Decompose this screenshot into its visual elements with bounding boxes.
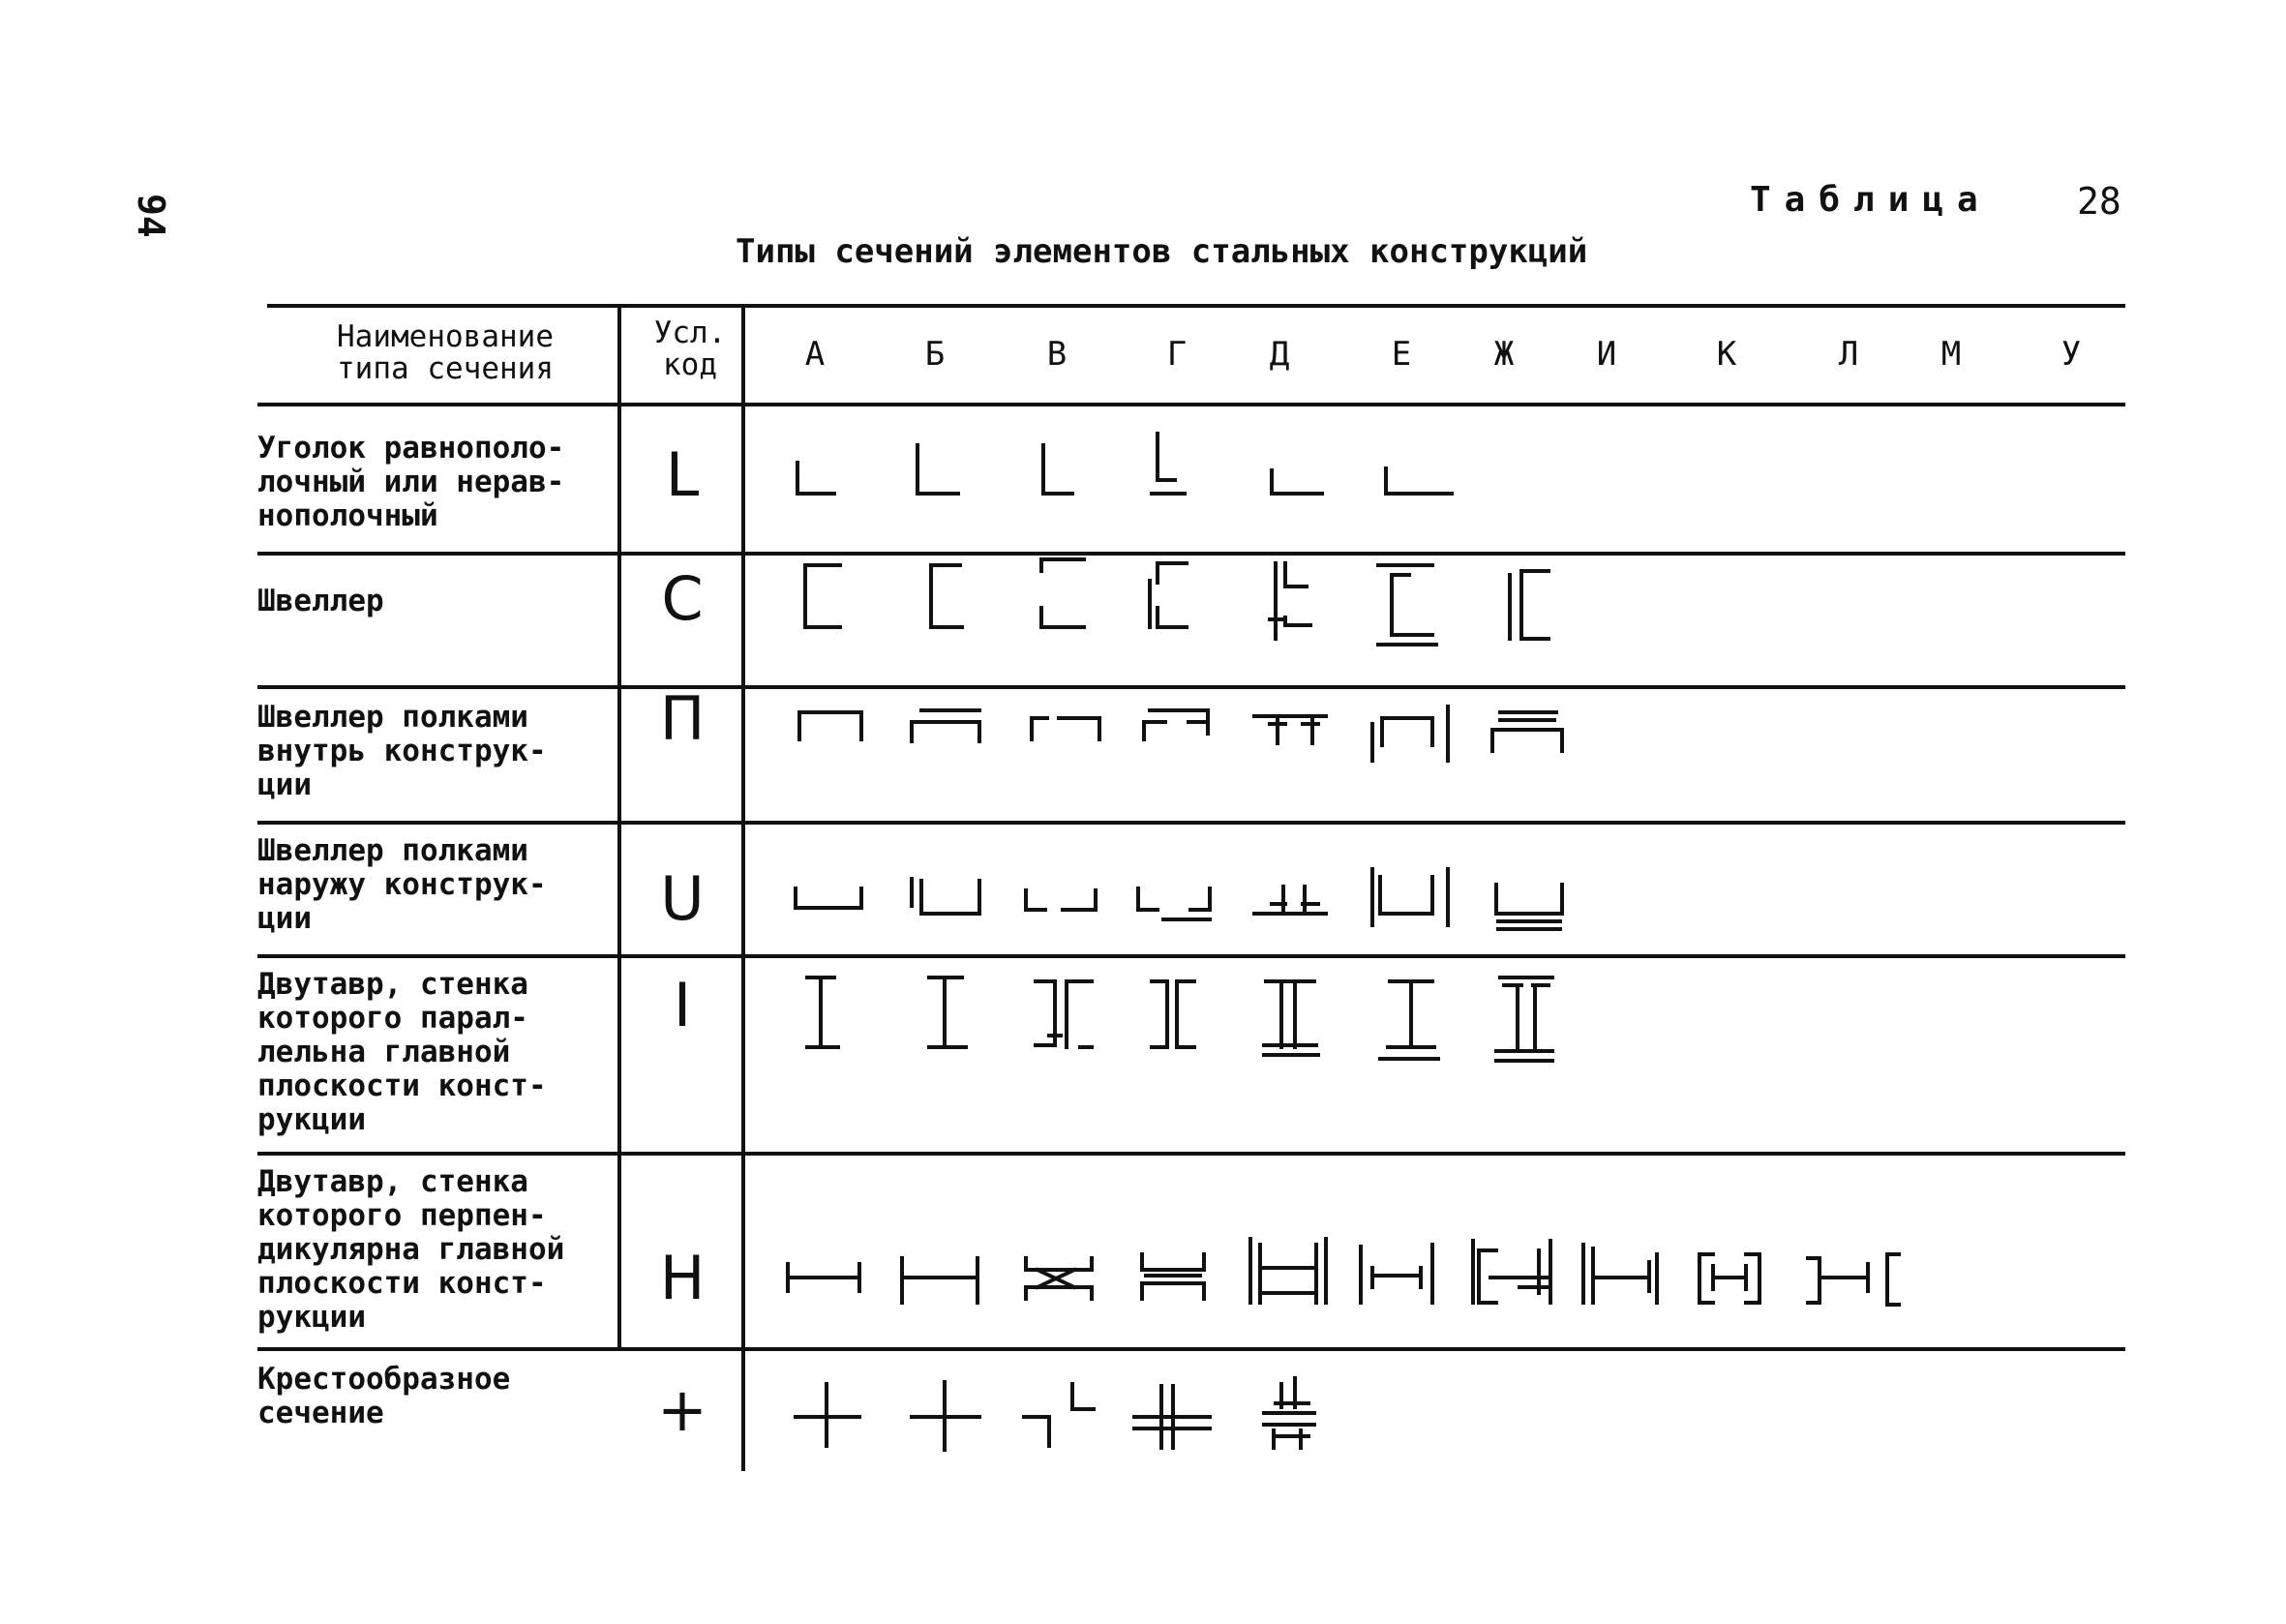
code-channel-inward: П bbox=[659, 683, 706, 754]
header-name-col: Наименование типа сечения bbox=[337, 319, 554, 386]
channel-out-d-icon bbox=[1254, 887, 1326, 914]
angle-section-v-icon bbox=[1043, 445, 1072, 494]
channel-section-zh-icon bbox=[1510, 571, 1549, 639]
column-letter-l: Л bbox=[1838, 335, 1859, 374]
ibeam-perp-v-icon bbox=[1026, 1258, 1092, 1299]
code-cross: + bbox=[657, 1374, 707, 1445]
table-label: Таблица bbox=[1750, 180, 1992, 220]
column-letter-v: В bbox=[1046, 335, 1068, 374]
column-letter-m: М bbox=[1940, 335, 1962, 374]
cross-section-b-icon bbox=[912, 1382, 979, 1450]
ibeam-perp-i-icon bbox=[1583, 1245, 1657, 1303]
row-label-channel-flanges-inward: Швеллер полками внутрь конструк- ции bbox=[257, 700, 547, 802]
ibeam-perp-zh-icon bbox=[1473, 1241, 1550, 1303]
channel-out-g-icon bbox=[1138, 888, 1210, 919]
code-angle: L bbox=[665, 439, 700, 510]
ibeam-perp-b-icon bbox=[902, 1258, 978, 1303]
cross-section-a-icon bbox=[796, 1384, 859, 1446]
page-number: 94 bbox=[130, 194, 172, 238]
channel-out-v-icon bbox=[1026, 890, 1096, 910]
channel-in-d-icon bbox=[1254, 716, 1326, 743]
cross-section-d-icon bbox=[1264, 1378, 1314, 1448]
channel-in-a-icon bbox=[799, 712, 861, 739]
row-label-ibeam-perpendicular: Двутавр, стенка которого перпен- дикулярна главной плоскости конст- рукции bbox=[257, 1164, 565, 1335]
angle-section-g-icon bbox=[1152, 434, 1185, 494]
channel-out-zh-icon bbox=[1496, 885, 1562, 929]
column-letter-i: И bbox=[1596, 335, 1617, 374]
channel-section-e-icon bbox=[1378, 565, 1436, 645]
code-ibeam-perpendicular: H bbox=[659, 1243, 706, 1313]
channel-out-a-icon bbox=[796, 888, 861, 908]
column-letter-b: Б bbox=[924, 335, 946, 374]
ibeam-par-zh-icon bbox=[1496, 977, 1552, 1061]
ibeam-perp-a-icon bbox=[788, 1264, 859, 1291]
angle-section-b-icon bbox=[917, 445, 958, 494]
channel-section-v-icon bbox=[1041, 559, 1084, 627]
header-code-col: Усл. код bbox=[653, 316, 727, 382]
ibeam-par-d-icon bbox=[1264, 981, 1318, 1055]
channel-in-b-icon bbox=[912, 710, 979, 741]
cross-section-g-icon bbox=[1134, 1386, 1210, 1448]
column-letter-g: Г bbox=[1166, 335, 1188, 374]
code-ibeam-parallel: I bbox=[673, 970, 692, 1040]
channel-section-b-icon bbox=[931, 565, 962, 627]
column-letter-u: У bbox=[2060, 335, 2082, 374]
row-label-angle: Уголок равнополо- лочный или нерав- нополочный bbox=[257, 431, 565, 533]
column-letter-k: К bbox=[1716, 335, 1737, 374]
channel-out-b-icon bbox=[912, 879, 979, 914]
channel-section-d-icon bbox=[1270, 563, 1310, 639]
ibeam-par-e-icon bbox=[1380, 981, 1438, 1059]
table-number: 28 bbox=[2077, 180, 2121, 223]
code-channel-outward: U bbox=[660, 863, 705, 934]
column-letter-zh: Ж bbox=[1493, 335, 1515, 374]
row-label-cross-section: Крестообразное сечение bbox=[257, 1362, 511, 1430]
channel-in-zh-icon bbox=[1492, 712, 1562, 751]
angle-section-d-icon bbox=[1272, 470, 1322, 494]
row-label-ibeam-parallel: Двутавр, стенка которого парал- лельна главной плоскости конст- рукции bbox=[257, 967, 547, 1137]
ibeam-par-b-icon bbox=[929, 977, 966, 1047]
channel-out-e-icon bbox=[1372, 869, 1448, 925]
column-letter-e: Е bbox=[1391, 335, 1412, 374]
channel-in-g-icon bbox=[1144, 710, 1208, 739]
ibeam-perp-l-icon bbox=[1808, 1254, 1899, 1305]
row-label-channel: Швеллер bbox=[257, 584, 384, 618]
channel-section-a-icon bbox=[805, 565, 840, 627]
table-title: Типы сечений элементов стальных конструкций bbox=[736, 232, 1588, 271]
cross-section-v-icon bbox=[1024, 1384, 1094, 1446]
ibeam-perp-k-icon bbox=[1699, 1254, 1760, 1303]
ibeam-par-a-icon bbox=[807, 977, 838, 1047]
channel-section-g-icon bbox=[1150, 563, 1187, 627]
channel-in-v-icon bbox=[1032, 718, 1099, 739]
column-letter-d: Д bbox=[1269, 335, 1290, 374]
code-channel: C bbox=[661, 563, 704, 634]
row-label-channel-flanges-outward: Швеллер полками наружу конструк- ции bbox=[257, 833, 547, 936]
ibeam-par-g-icon bbox=[1152, 981, 1194, 1047]
ibeam-perp-e-icon bbox=[1361, 1245, 1432, 1303]
ibeam-perp-d-icon bbox=[1250, 1239, 1326, 1303]
ibeam-par-v-icon bbox=[1036, 981, 1092, 1047]
column-letter-a: А bbox=[804, 335, 826, 374]
angle-section-e-icon bbox=[1386, 468, 1452, 494]
channel-in-e-icon bbox=[1372, 707, 1448, 761]
angle-section-a-icon bbox=[797, 463, 834, 494]
ibeam-perp-g-icon bbox=[1142, 1254, 1204, 1299]
